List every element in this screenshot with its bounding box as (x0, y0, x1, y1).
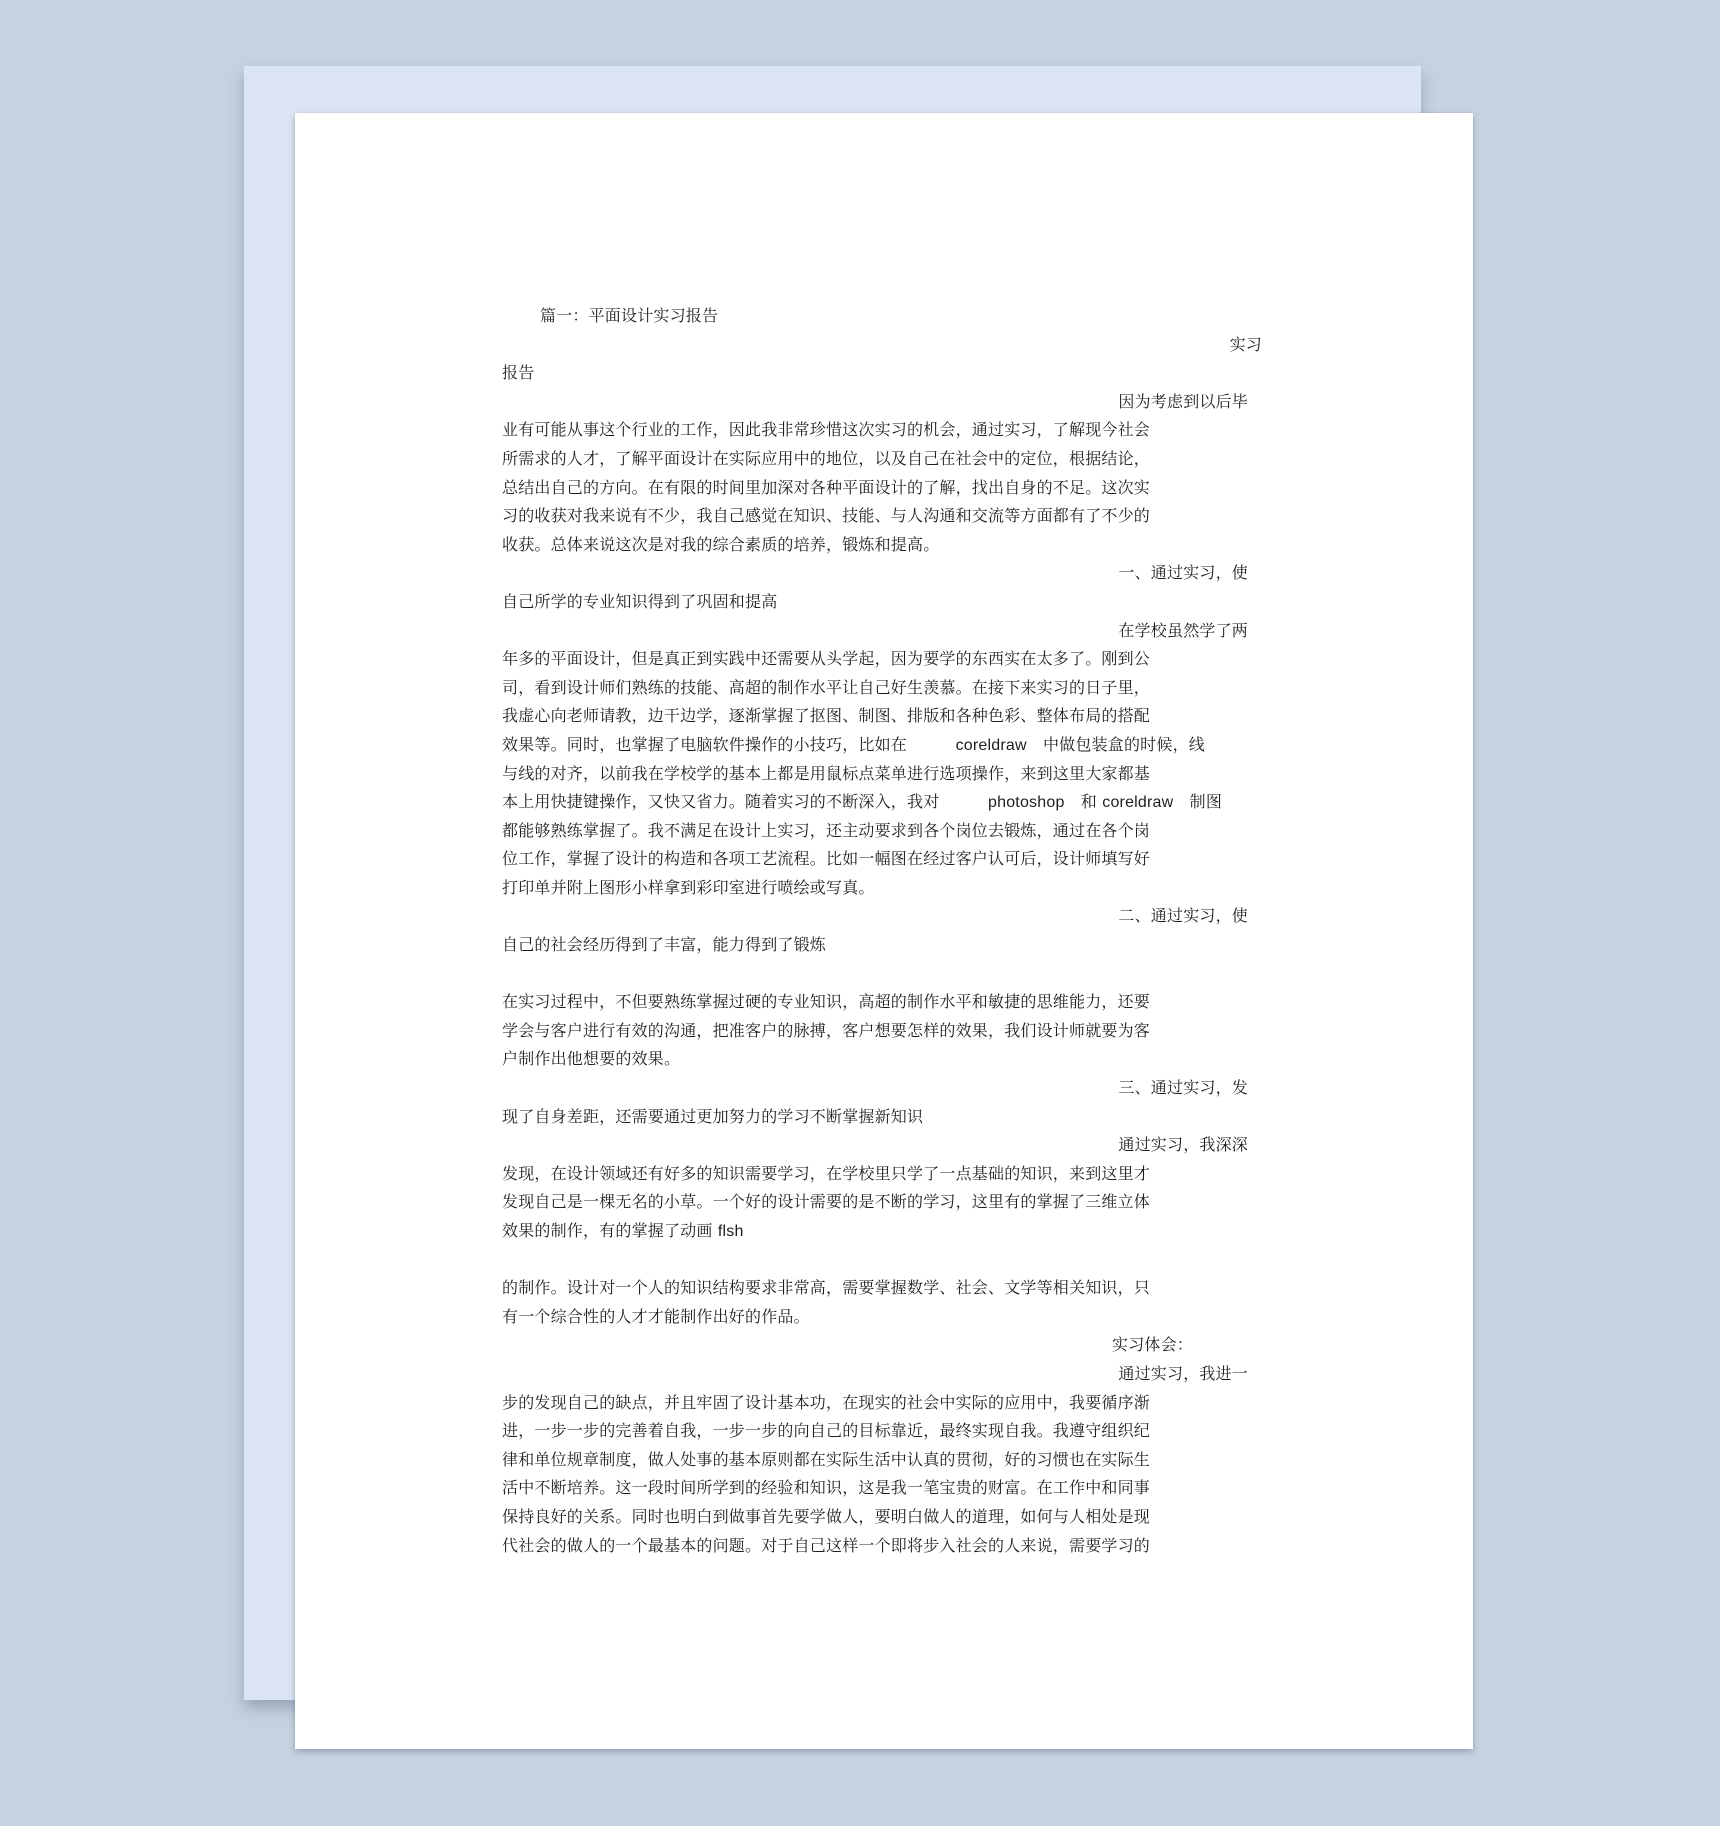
paragraph-line: 通过实习，我进一 (1118, 1363, 1248, 1383)
paragraph-line: 实习 (1229, 334, 1262, 354)
paragraph-line: 二、通过实习，使 (1118, 906, 1248, 926)
paragraph-line: 自己的社会经历得到了丰富，能力得到了锻炼 (502, 935, 827, 955)
paragraph-line: 效果的制作，有的掌握了动画 flsh (502, 1221, 744, 1240)
paragraph-line: 司，看到设计师们熟练的技能、高超的制作水平让自己好生羡慕。在接下来实习的日子里， (502, 677, 1151, 697)
latin-term: photoshop (988, 794, 1065, 812)
paragraph-line: 保持良好的关系。同时也明白到做事首先要学做人，要明白做人的道理，如何与人相处是现 (502, 1506, 1151, 1526)
paragraph-line: 律和单位规章制度，做人处事的基本原则都在实际生活中认真的贯彻，好的习惯也在实际生 (502, 1449, 1151, 1469)
paragraph-line: 与线的对齐，以前我在学校学的基本上都是用鼠标点菜单进行选项操作，来到这里大家都基 (502, 763, 1151, 783)
paragraph-line: 活中不断培养。这一段时间所学到的经验和知识，这是我一笔宝贵的财富。在工作中和同事 (502, 1478, 1151, 1498)
paragraph-line: 一、通过实习，使 (1118, 563, 1248, 583)
paragraph-line: 进，一步一步的完善着自我，一步一步的向自己的目标靠近，最终实现自我。我遵守组织纪 (502, 1421, 1151, 1441)
paragraph-line: 打印单并附上图形小样拿到彩印室进行喷绘或写真。 (502, 877, 875, 897)
paragraph-line: 总结出自己的方向。在有限的时间里加深对各种平面设计的了解，找出自身的不足。这次实 (502, 477, 1151, 497)
paragraph-line: 实习体会： (1112, 1335, 1194, 1355)
paragraph-line: 通过实习，我深深 (1118, 1135, 1248, 1155)
blank-line (502, 1246, 1262, 1275)
paragraph-line: 位工作，掌握了设计的构造和各项工艺流程。比如一幅图在经过客户认可后，设计师填写好 (502, 849, 1151, 869)
paragraph-line: 因为考虑到以后毕 (1118, 391, 1248, 411)
paragraph-line: 的制作。设计对一个人的知识结构要求非常高，需要掌握数学、社会、文学等相关知识，只 (502, 1278, 1151, 1298)
paragraph-line: 学会与客户进行有效的沟通，把准客户的脉搏，客户想要怎样的效果，我们设计师就要为客 (502, 1020, 1151, 1040)
paragraph-line: 代社会的做人的一个最基本的问题。对于自己这样一个即将步入社会的人来说，需要学习的 (502, 1535, 1151, 1555)
paragraph-line: 发现，在设计领域还有好多的知识需要学习，在学校里只学了一点基础的知识，来到这里才 (502, 1163, 1151, 1183)
paragraph-line: 自己所学的专业知识得到了巩固和提高 (502, 591, 778, 611)
document-body (502, 302, 1262, 1560)
paragraph-line: 收获。总体来说这次是对我的综合素质的培养，锻炼和提高。 (502, 534, 940, 554)
latin-term: coreldraw (955, 736, 1027, 754)
paragraph-line: 业有可能从事这个行业的工作，因此我非常珍惜这次实习的机会，通过实习，了解现今社会 (502, 420, 1151, 440)
blank-line (502, 960, 1262, 989)
paragraph-line: 在学校虽然学了两 (1118, 620, 1248, 640)
paragraph-line: 所需求的人才，了解平面设计在实际应用中的地位，以及自己在社会中的定位，根据结论， (502, 448, 1151, 468)
paragraph-line: 有一个综合性的人才才能制作出好的作品。 (502, 1306, 810, 1326)
paragraph-line: 在实习过程中，不但要熟练掌握过硬的专业知识，高超的制作水平和敏捷的思维能力，还要 (502, 992, 1151, 1012)
latin-term: coreldraw (1102, 794, 1174, 812)
document-lines (502, 331, 1262, 1561)
latin-term: flsh (717, 1223, 744, 1240)
paragraph-line: 年多的平面设计，但是真正到实践中还需要从头学起，因为要学的东西实在太多了。刚到公 (502, 649, 1151, 669)
paragraph-line: 我虚心向老师请教，边干边学，逐渐掌握了抠图、制图、排版和各种色彩、整体布局的搭配 (502, 706, 1151, 726)
paragraph-line: 效果等。同时，也掌握了电脑软件操作的小技巧，比如在 coreldraw 中做包装盒的时候，线 (502, 734, 1205, 754)
paragraph-line: 发现自己是一棵无名的小草。一个好的设计需要的是不断的学习，这里有的掌握了三维立体 (502, 1192, 1151, 1212)
paragraph-line: 本上用快捷键操作，又快又省力。随着实习的不断深入，我对 photoshop 和 coreldraw 制图 (502, 792, 1223, 812)
paragraph-line: 步的发现自己的缺点，并且牢固了设计基本功，在现实的社会中实际的应用中，我要循序渐 (502, 1392, 1151, 1412)
paragraph-line: 报告 (502, 363, 535, 383)
paragraph-line: 都能够熟练掌握了。我不满足在设计上实习，还主动要求到各个岗位去锻炼，通过在各个岗 (502, 820, 1151, 840)
paragraph-line: 户制作出他想要的效果。 (502, 1049, 681, 1069)
document-title: 篇一：平面设计实习报告 (540, 306, 719, 325)
paragraph-line: 现了自身差距，还需要通过更加努力的学习不断掌握新知识 (502, 1106, 924, 1126)
paragraph-line: 三、通过实习，发 (1118, 1078, 1248, 1098)
paragraph-line: 习的收获对我来说有不少，我自己感觉在知识、技能、与人沟通和交流等方面都有了不少的 (502, 506, 1151, 526)
